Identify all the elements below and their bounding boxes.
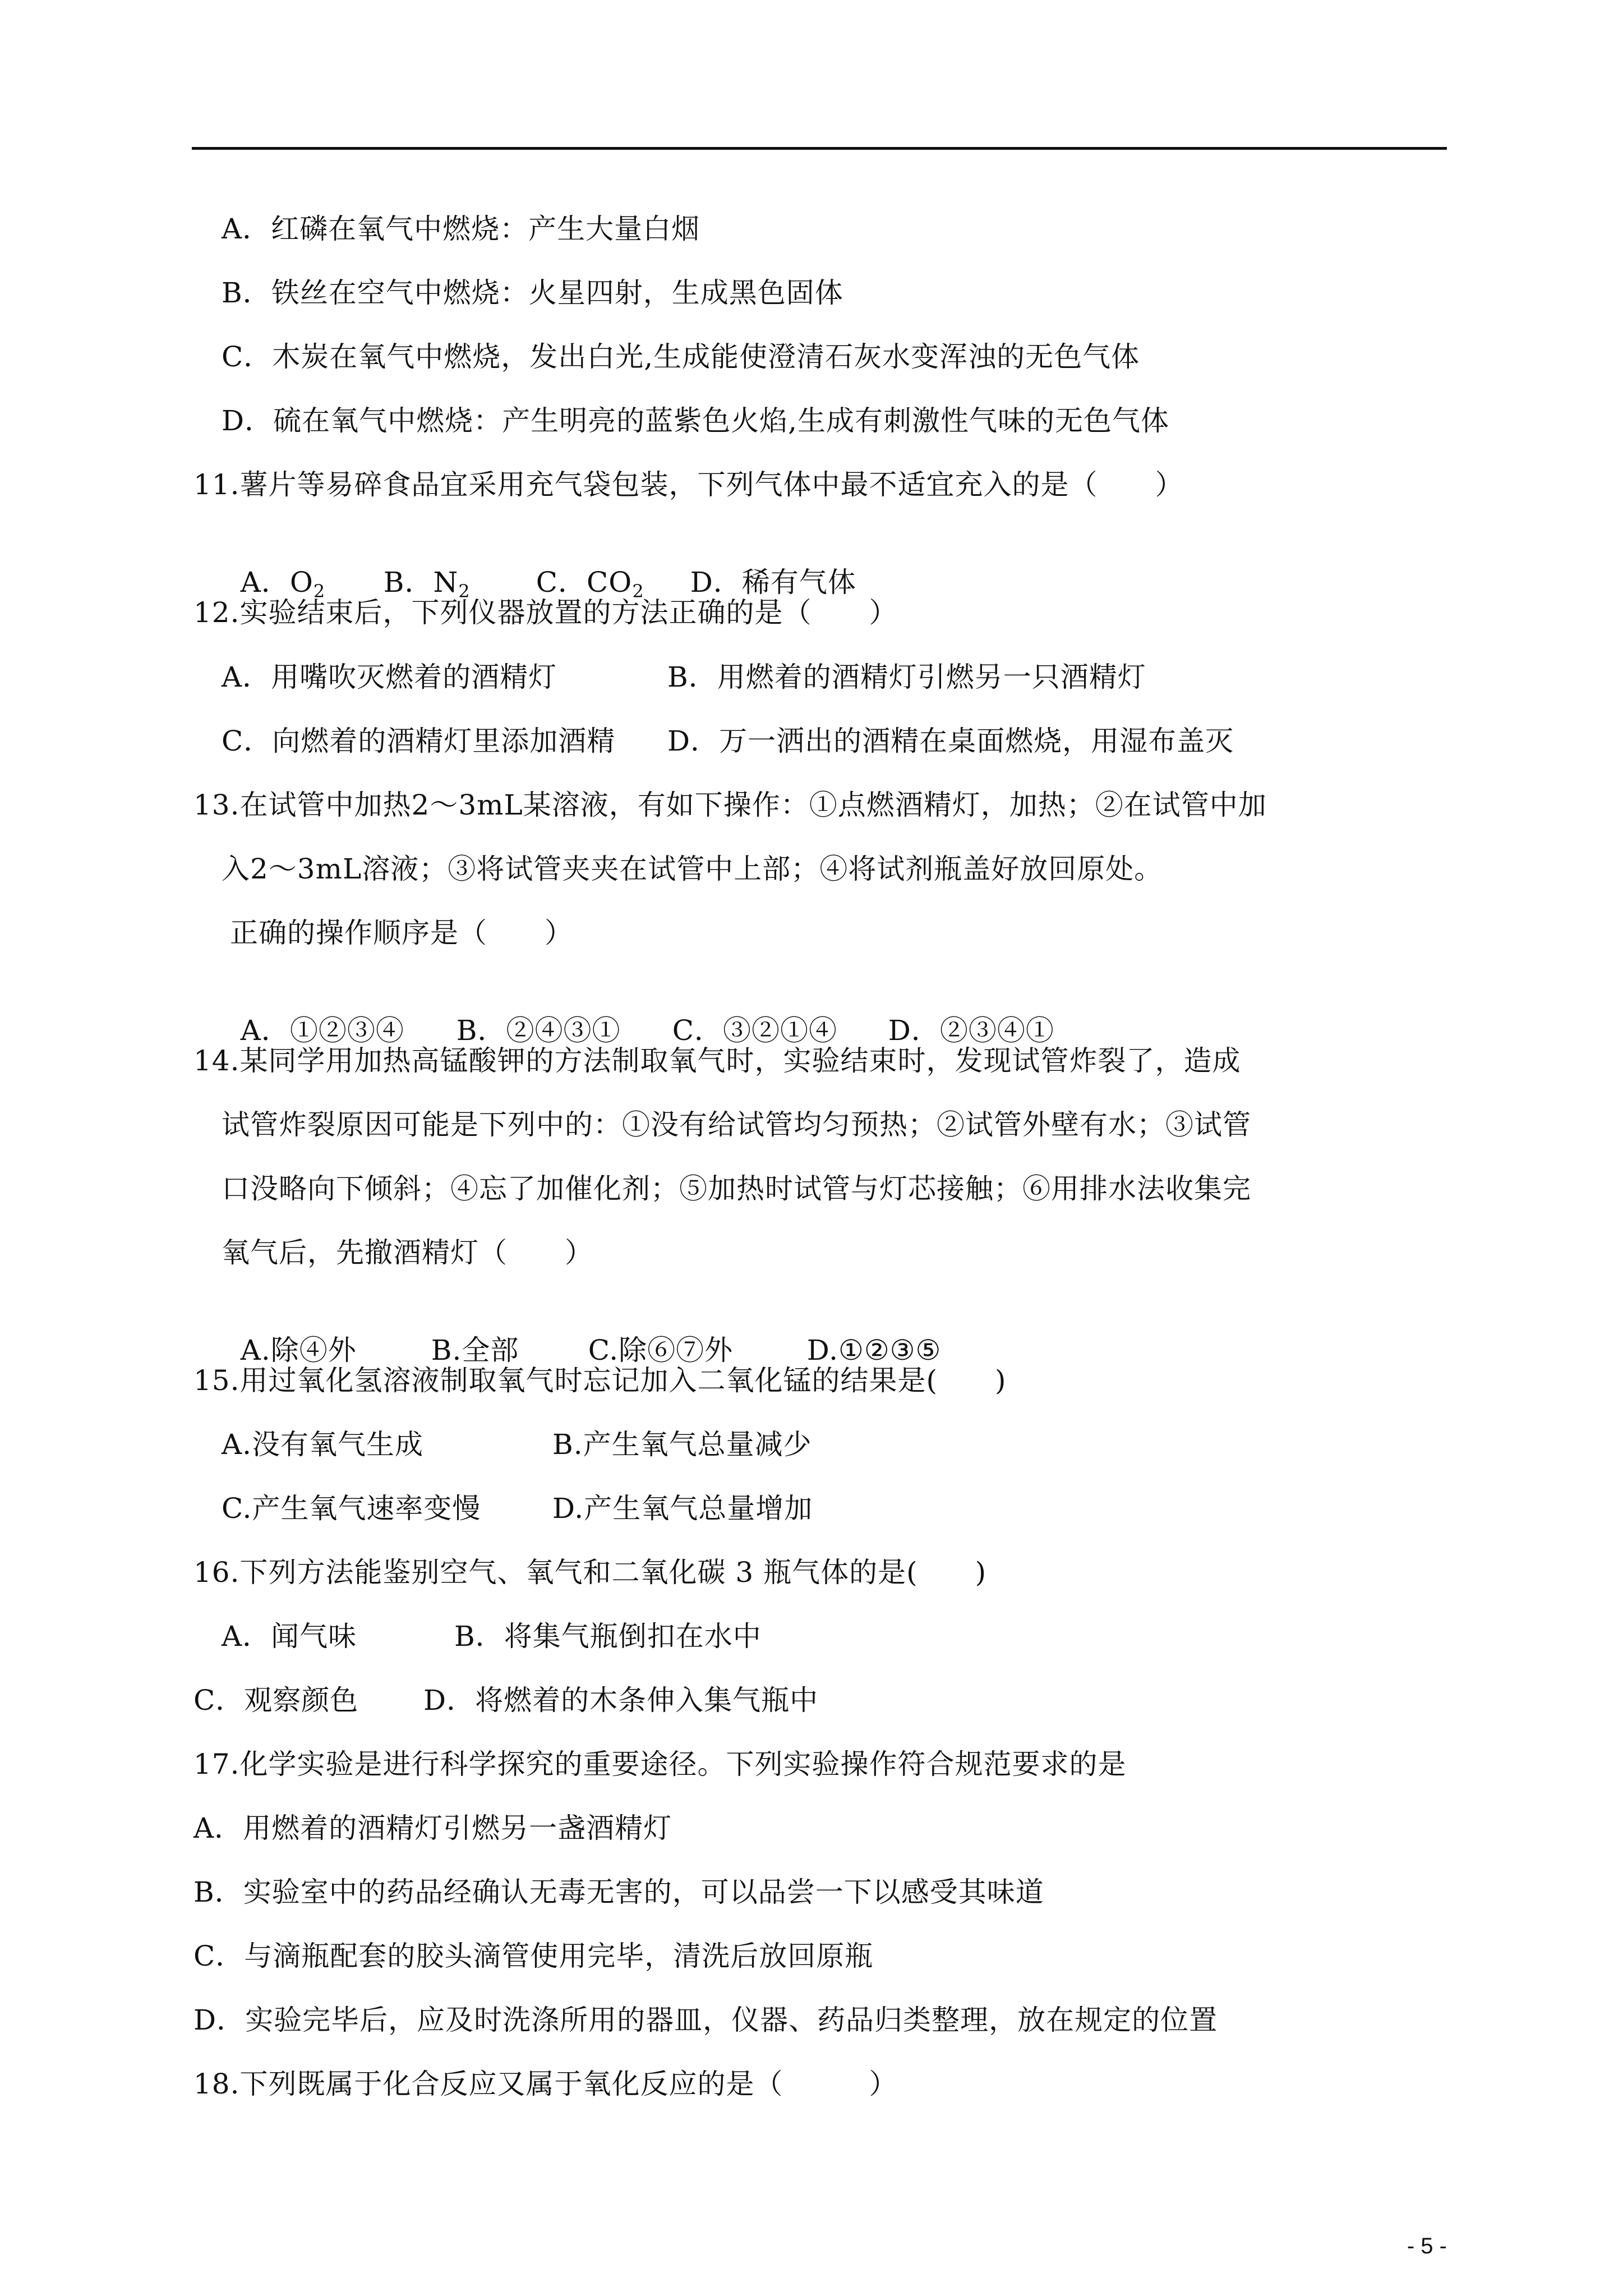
q14-stem-line-4: 氧气后，先撤酒精灯（ ） [222,1236,593,1269]
q14-option-d: D.①②③⑤ [806,1334,942,1366]
q16-stem: 16.下列方法能鉴别空气、氧气和二氧化碳 3 瓶气体的是( ) [193,1556,987,1589]
q12-option-d: D．万一洒出的酒精在桌面燃烧，用湿布盖灭 [667,725,1234,757]
q14-option-a: A.除④外 [240,1334,357,1366]
q10-option-d: D．硫在氧气中燃烧：产生明亮的蓝紫色火焰,生成有刺激性气味的无色气体 [222,404,1169,437]
q14-stem-line-1: 14.某同学用加热高锰酸钾的方法制取氧气时，实验结束时，发现试管炸裂了，造成 [193,1045,1241,1077]
q13-option-d: D．②③④① [888,1014,1054,1047]
q10-option-c: C．木炭在氧气中燃烧，发出白光,生成能使澄清石灰水变浑浊的无色气体 [222,341,1140,373]
q18-stem: 18.下列既属于化合反应又属于氧化反应的是（ ） [193,2068,898,2100]
q17-option-b: B．实验室中的药品经确认无毒无害的，可以品尝一下以感受其味道 [193,1876,1044,1908]
q13-stem-line-1: 13.在试管中加热2～3mL某溶液，有如下操作：①点燃酒精灯，加热；②在试管中加 [193,789,1267,821]
q13-options [222,980,1054,1047]
q17-option-a: A．用燃着的酒精灯引燃另一盏酒精灯 [193,1812,672,1844]
q17-stem: 17.化学实验是进行科学探究的重要途径。下列实验操作符合规范要求的是 [193,1748,1127,1780]
q15-option-a: A.没有氧气生成 [222,1428,424,1461]
q13-stem-line-2: 入2～3mL溶液；③将试管夹夹在试管中上部；④将试剂瓶盖好放回原处。 [222,853,1163,885]
q15-option-b: B.产生氧气总量减少 [552,1428,812,1461]
q14-stem-line-3: 口没略向下倾斜；④忘了加催化剂；⑤加热时试管与灯芯接触；⑥用排水法收集完 [222,1172,1251,1205]
q14-option-c: C.除⑥⑦外 [588,1334,734,1366]
q14-options [222,1300,941,1367]
q12-option-b: B．用燃着的酒精灯引燃另一只酒精灯 [667,661,1146,693]
q12-stem: 12.实验结束后，下列仪器放置的方法正确的是（ ） [193,596,898,629]
q16-option-d: D．将燃着的木条伸入集气瓶中 [423,1684,819,1717]
page-number: - 5 - [1407,2234,1447,2258]
q16-option-b: B．将集气瓶倒扣在水中 [454,1620,762,1653]
q13-option-a: A．①②③④ [240,1014,404,1047]
q14-stem-line-2: 试管炸裂原因可能是下列中的：①没有给试管均匀预热；②试管外壁有水；③试管 [222,1108,1251,1141]
q16-option-a: A．闻气味 [222,1620,357,1653]
q11-options [222,532,856,602]
header-rule [192,147,1447,150]
q11-option-a: A．$O_2$ [240,566,326,602]
q11-option-d: D．稀有气体 [690,566,856,599]
q12-option-a: A．用嘴吹灭燃着的酒精灯 [222,661,557,693]
q15-option-d: D.产生氧气总量增加 [552,1492,813,1525]
q13-option-c: C．③②①④ [672,1014,838,1047]
q11-option-b: B．$N_2$ [383,566,471,602]
q13-stem-line-3: 正确的操作顺序是（ ） [230,917,573,949]
q17-option-c: C．与滴瓶配套的胶头滴管使用完毕，清洗后放回原瓶 [193,1940,874,1972]
q10-option-a: A．红磷在氧气中燃烧：产生大量白烟 [222,213,700,245]
q15-stem: 15.用过氧化氢溶液制取氧气时忘记加入二氧化锰的结果是( ) [193,1364,1007,1397]
q17-option-d: D．实验完毕后，应及时洗涤所用的器皿，仪器、药品归类整理，放在规定的位置 [193,2004,1218,2036]
q16-option-c: C．观察颜色 [193,1684,359,1717]
q10-option-b: B．铁丝在空气中燃烧：火星四射，生成黑色固体 [222,277,843,309]
q11-stem: 11.薯片等易碎食品宜采用充气袋包装，下列气体中最不适宜充入的是（ ） [193,468,1184,501]
q15-option-c: C.产生氧气速率变慢 [222,1492,481,1525]
q12-option-c: C．向燃着的酒精灯里添加酒精 [222,725,616,757]
q13-option-b: B．②④③① [456,1014,621,1047]
q14-option-b: B.全部 [431,1334,519,1366]
q11-option-c: C．$CO_2$ [536,566,644,602]
